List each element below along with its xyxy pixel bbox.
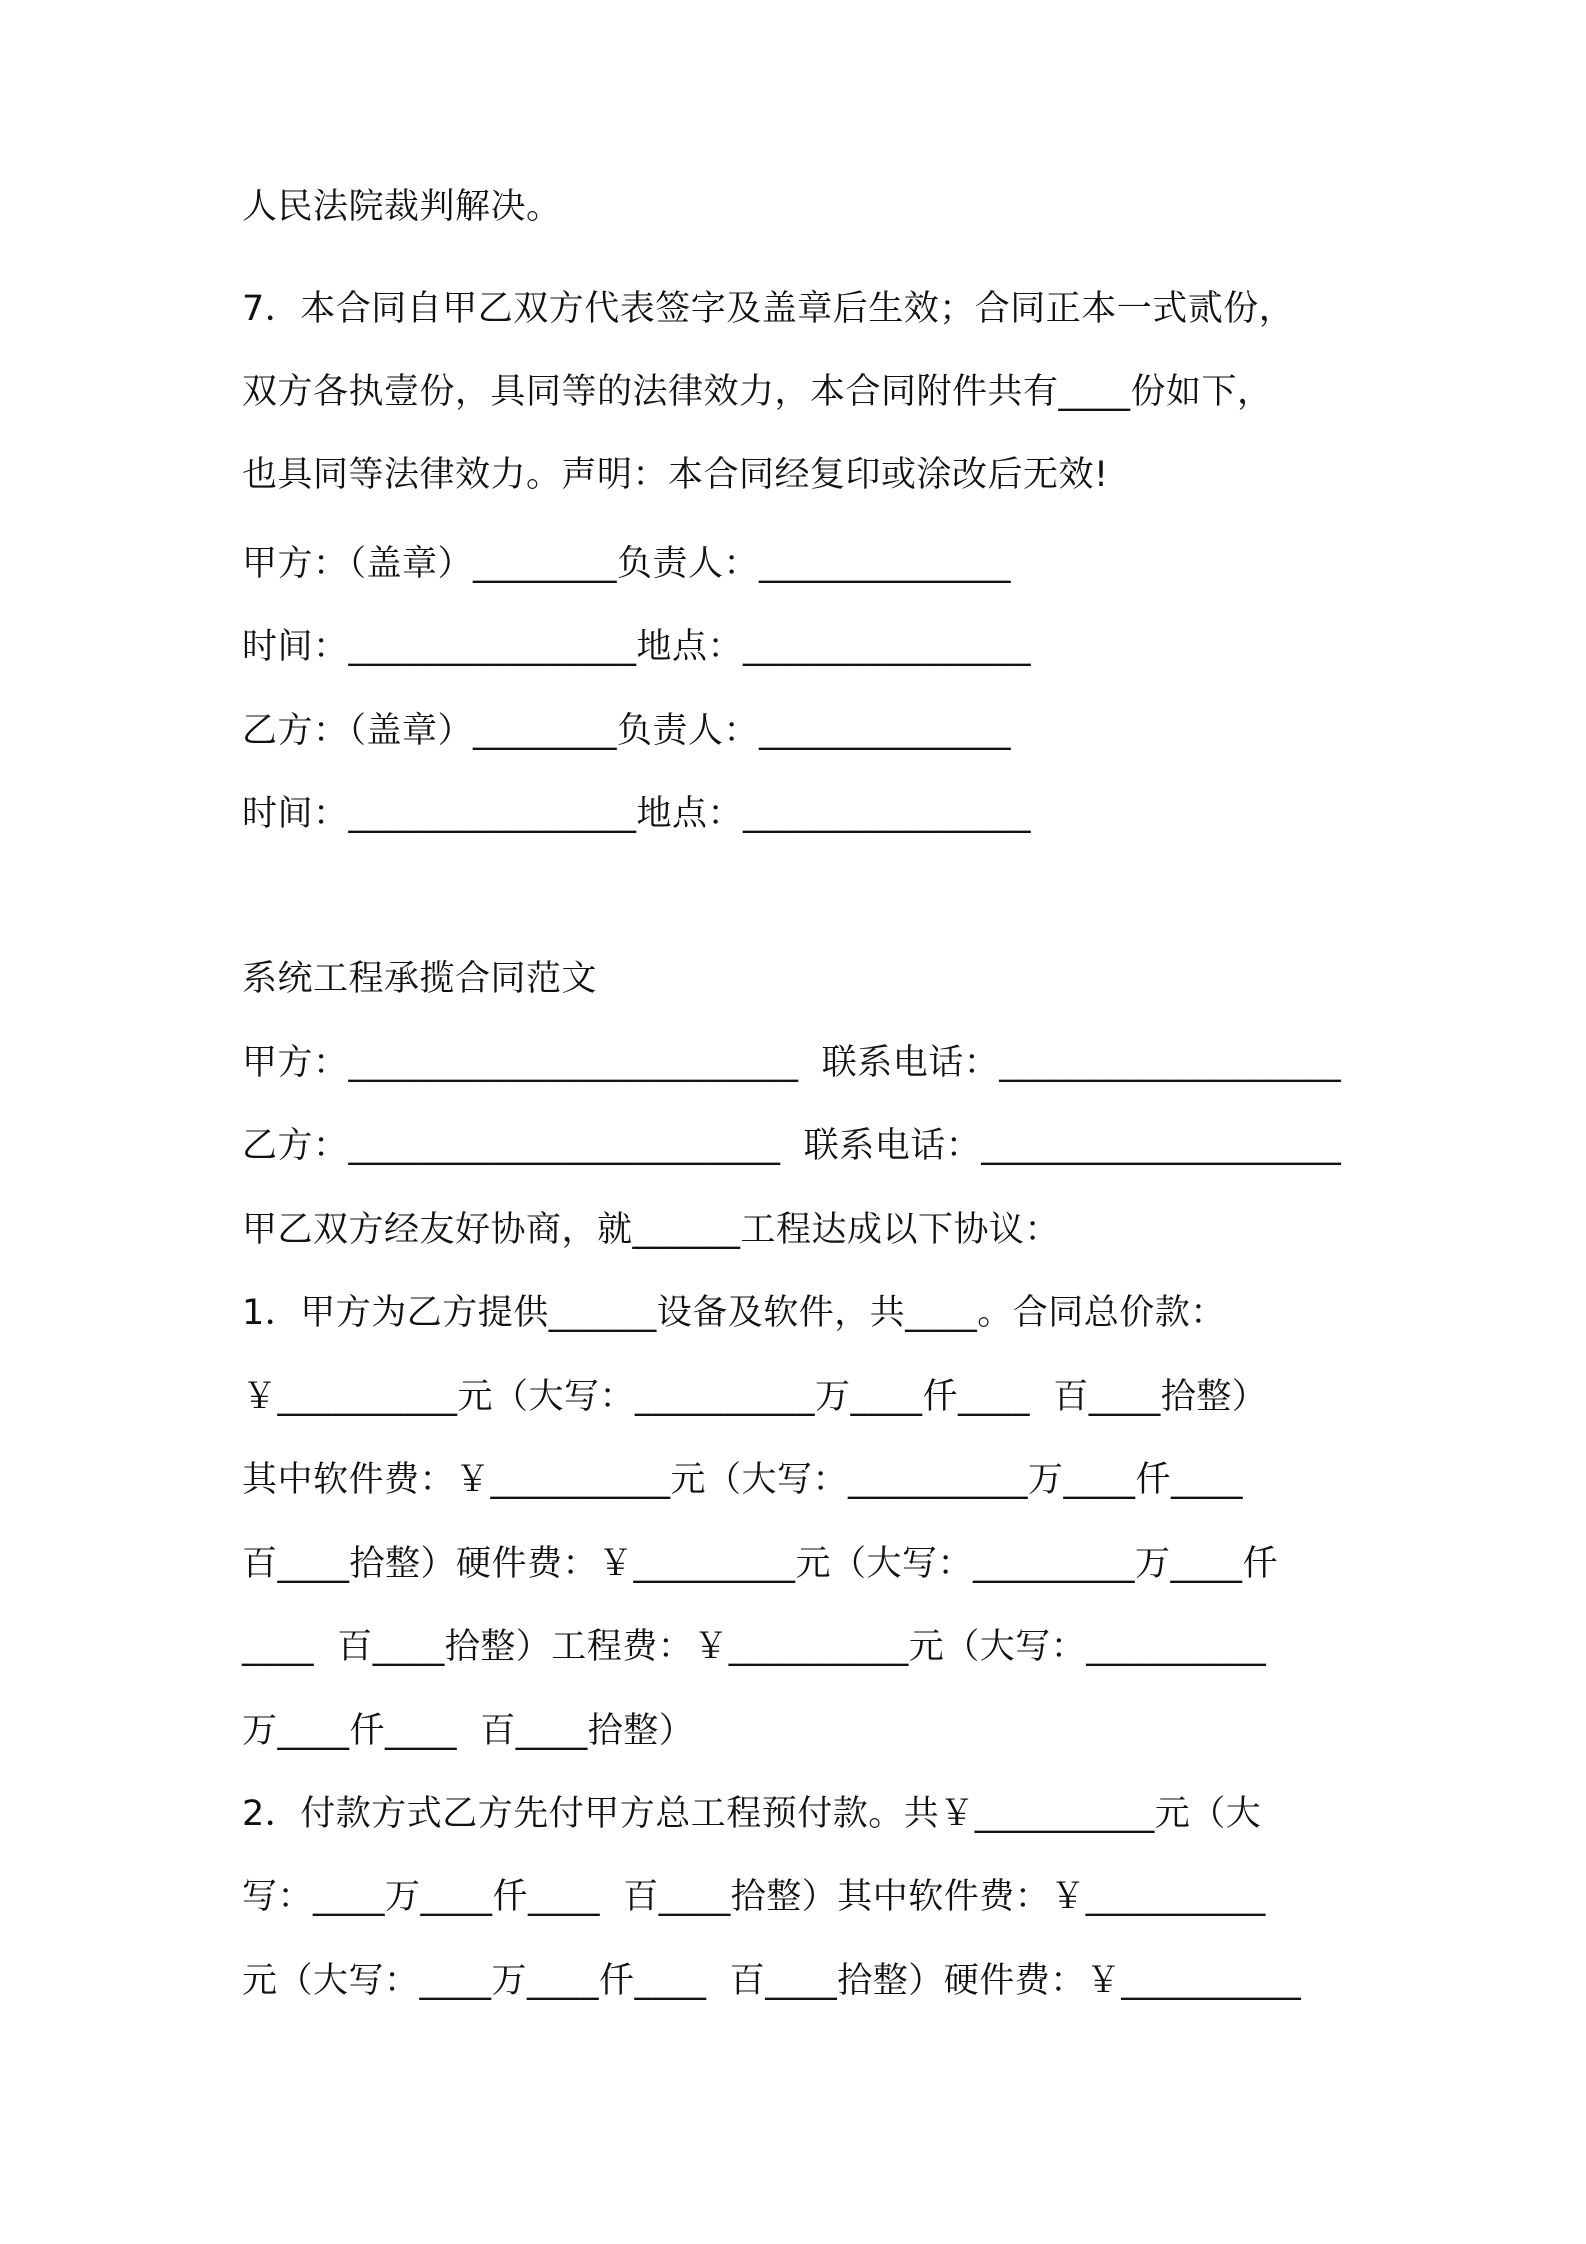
party-a-signature-line: 甲方：（盖章）________负责人：______________ xyxy=(242,544,1012,584)
text-line-total-price: ￥__________元（大写：__________万____仟____ 百____拾整） xyxy=(242,1377,1268,1417)
text-line-engineering-fee-cont: 万____仟____ 百____拾整） xyxy=(242,1711,695,1751)
text-line-clause-1: 1．甲方为乙方提供______设备及软件，共____。合同总价款： xyxy=(242,1293,1226,1333)
party-b-signature-line: 乙方：（盖章）________负责人：______________ xyxy=(242,711,1012,751)
party-a-time-place-line: 时间：________________地点：________________ xyxy=(242,627,1032,667)
text-line-software-fee: 其中软件费：￥__________元（大写：__________万____仟____ xyxy=(242,1460,1244,1500)
text-line-clause-7-cont: 双方各执壹份，具同等的法律效力，本合同附件共有____份如下， xyxy=(242,372,1273,412)
text-line-clause-2: 2．付款方式乙方先付甲方总工程预付款。共￥__________元（大 xyxy=(242,1794,1262,1834)
text-line-agreement-intro: 甲乙双方经友好协商，就______工程达成以下协议： xyxy=(242,1210,1061,1250)
text-line-declaration: 也具同等法律效力。声明：本合同经复印或涂改后无效! xyxy=(242,455,1109,495)
document-title: 系统工程承揽合同范文 xyxy=(242,959,598,999)
text-line-engineering-fee: ____ 百____拾整）工程费：￥__________元（大写：__________ xyxy=(242,1627,1267,1667)
party-b-time-place-line: 时间：________________地点：________________ xyxy=(242,794,1032,834)
text-line-clause-2-cont-2: 元（大写：____万____仟____ 百____拾整）硬件费：￥__________ xyxy=(242,1961,1302,2001)
text-line-court-ruling: 人民法院裁判解决。 xyxy=(242,187,562,227)
text-line-clause-2-cont: 写：____万____仟____ 百____拾整）其中软件费：￥__________ xyxy=(242,1877,1266,1917)
text-line-clause-7: 7．本合同自甲乙双方代表签字及盖章后生效；合同正本一式贰份， xyxy=(242,289,1295,329)
text-line-hardware-fee: 百____拾整）硬件费：￥_________元（大写：_________万____仟 xyxy=(242,1544,1279,1584)
party-b-contact-line: 乙方：________________________ 联系电话：____________________ xyxy=(242,1126,1342,1166)
party-a-contact-line: 甲方：_________________________ 联系电话：___________________ xyxy=(242,1043,1342,1083)
